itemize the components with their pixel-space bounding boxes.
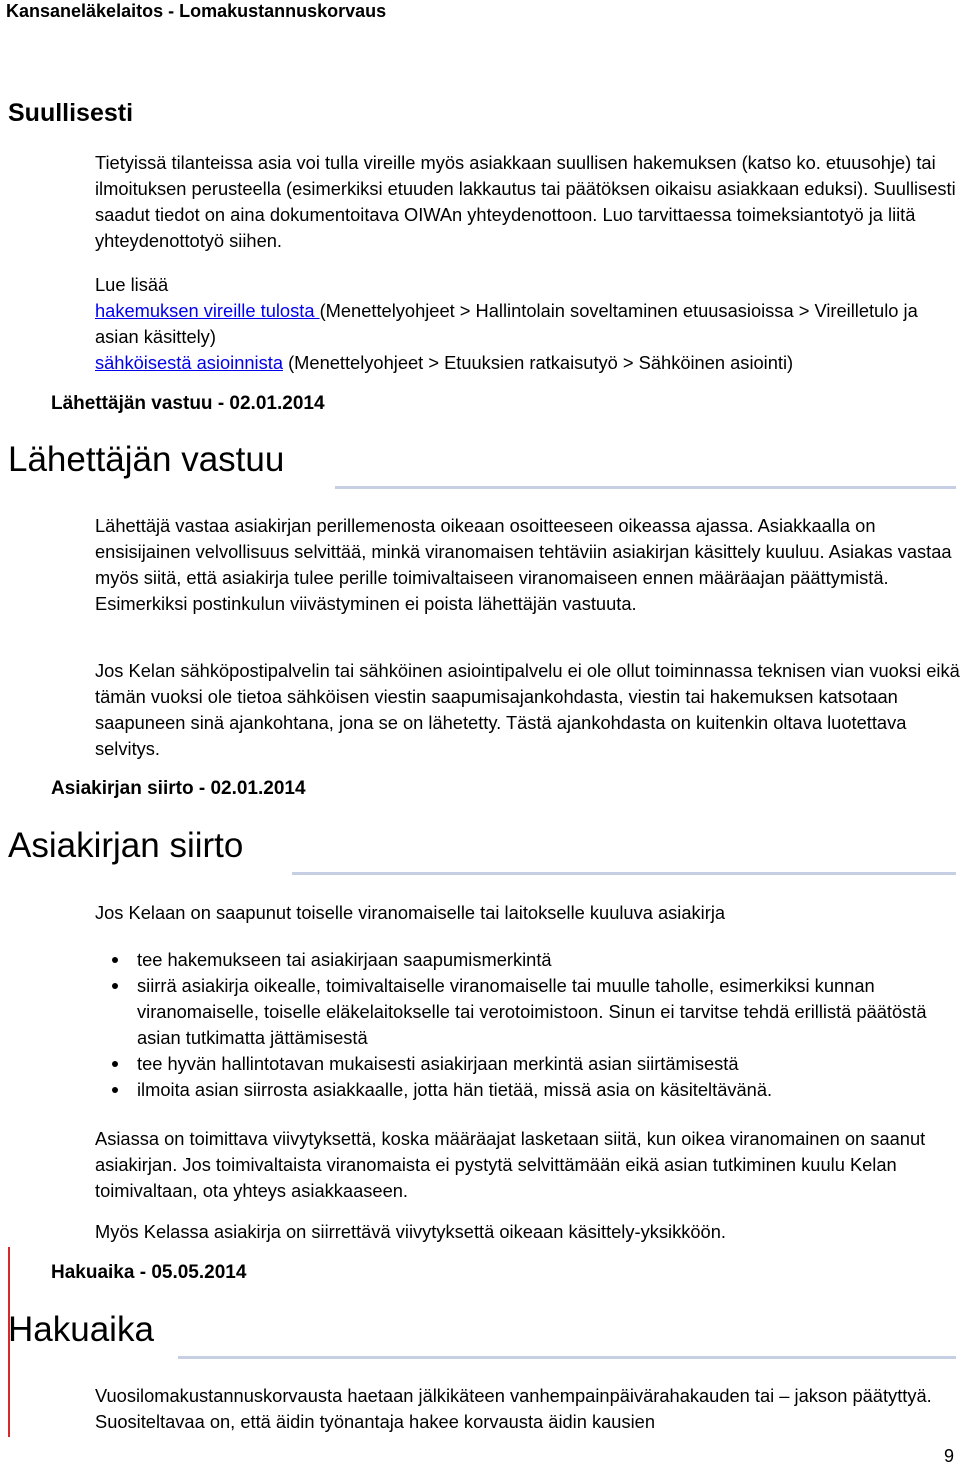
hakuaika-paragraph: Vuosilomakustannuskorvausta haetaan jälkikäteen vanhempainpäivärahakauden tai – jakson päätyttyä. Suositeltavaa on, että äidin työnantaja hakee korvausta äidin kausien [95,1385,932,1432]
document-header-title: Kansaneläkelaitos - Lomakustannuskorvaus [6,1,387,21]
lahettajan-vastuu-title: Lähettäjän vastuu [8,440,285,479]
section-divider [335,486,956,489]
asiakirjan-siirto-paragraph-2: Asiassa on toimittava viivytyksettä, koska määräajat lasketaan siitä, kun oikea viranomainen on saanut asiakirjan. Jos toimivaltaista viranomaista ei pystytä selvittämään eikä asian tutkiminen kuulu Kelan toimivaltaan, ota yhteys asiakkaaseen. [95,1128,926,1201]
asiakirjan-siirto-list [95,947,960,1103]
lahettajan-vastuu-paragraph-1: Lähettäjä vastaa asiakirjan perillemenosta oikeaan osoitteeseen oikeassa ajassa. Asiakkaalla on ensisijainen velvollisuus selvittää, minkä viranomaisen tehtäviin asiakirjan käsittely kuuluu. Asiakas vastaa myös siitä, että asiakirja tulee perille toimivaltaiseen viranomaiseen ennen määräajan päättymistä. Esimerkiksi postinkulun viivästyminen ei poista lähettäjän vastuuta. [95,515,952,614]
lahettajan-vastuu-paragraph-2: Jos Kelan sähköpostipalvelin tai sähköinen asiointipalvelu ei ole ollut toiminnassa teknisen vian vuoksi eikä tämän vuoksi ole tietoa sähköisen viestin saapumisajankohdasta, viestin tai hakemuksen katsotaan saapuneen sinä ajankohtana, jona se on lähetetty. Tästä ajankohdasta on kuitenkin oltava luotettava selvitys. [95,660,960,759]
list-item: ilmoita asian siirrosta asiakkaalle, jotta hän tietää, missä asia on käsiteltävänä. [95,1077,960,1103]
lahettajan-vastuu-meta: Lähettäjän vastuu - 02.01.2014 [51,393,325,414]
asiakirjan-siirto-meta: Asiakirjan siirto - 02.01.2014 [51,778,306,799]
read-more-item-2 [95,350,960,376]
link-sahkoisesta-asioinnista[interactable]: sähköisestä asioinnista [95,352,283,373]
link-1-path: (Menettelyohjeet > Hallintolain soveltaminen etuusasioissa > Vireilletulo ja asian käsittely) [95,300,918,347]
hakuaika-title: Hakuaika [8,1310,154,1349]
section-divider [178,1356,956,1359]
read-more-item-1 [95,298,960,350]
bullet-icon [112,1087,118,1093]
asiakirjan-siirto-title: Asiakirjan siirto [8,826,244,865]
link-2-path: (Menettelyohjeet > Etuuksien ratkaisutyö > Sähköinen asiointi) [283,352,794,373]
suullisesti-paragraph: Tietyissä tilanteissa asia voi tulla vireille myös asiakkaan suullisen hakemuksen (katso ko. etuusohje) tai ilmoituksen perusteella (esimerkiksi etuuden lakkautus tai päätöksen oikaisu asiakkaan eduksi). Suullisesti saadut tiedot on aina dokumentoitava OIWAn yhteydenottoon. Luo tarvittaessa toimeksiantotyö ja liitä yhteydenottotyö siihen. [95,152,956,251]
hakuaika-meta: Hakuaika - 05.05.2014 [51,1262,247,1283]
list-item: tee hyvän hallintotavan mukaisesti asiakirjaan merkintä asian siirtämisestä [95,1051,960,1077]
asiakirjan-siirto-intro: Jos Kelaan on saapunut toiselle viranomaiselle tai laitokselle kuuluva asiakirja [95,902,726,923]
bullet-icon [112,957,118,963]
asiakirjan-siirto-paragraph-3: Myös Kelassa asiakirja on siirrettävä viivytyksettä oikeaan käsittely-yksikköön. [95,1221,726,1242]
bullet-icon [112,983,118,989]
list-item: tee hakemukseen tai asiakirjaan saapumismerkintä [95,947,960,973]
read-more-label: Lue lisää [95,274,169,295]
bullet-icon [112,1061,118,1067]
suullisesti-heading: Suullisesti [8,99,134,127]
link-hakemuksen-vireille-tulosta[interactable]: hakemuksen vireille tulosta [95,300,320,321]
list-item: siirrä asiakirja oikealle, toimivaltaiselle viranomaiselle tai muulle taholle, esimerkiksi kunnan viranomaiselle, toiselle eläkelaitokselle tai verotoimistoon. Sinun ei tarvitse tehdä erillistä päätöstä asian tutkimatta jättämisestä [95,973,960,1051]
page-number: 9 [943,1446,954,1466]
section-divider [292,872,956,875]
